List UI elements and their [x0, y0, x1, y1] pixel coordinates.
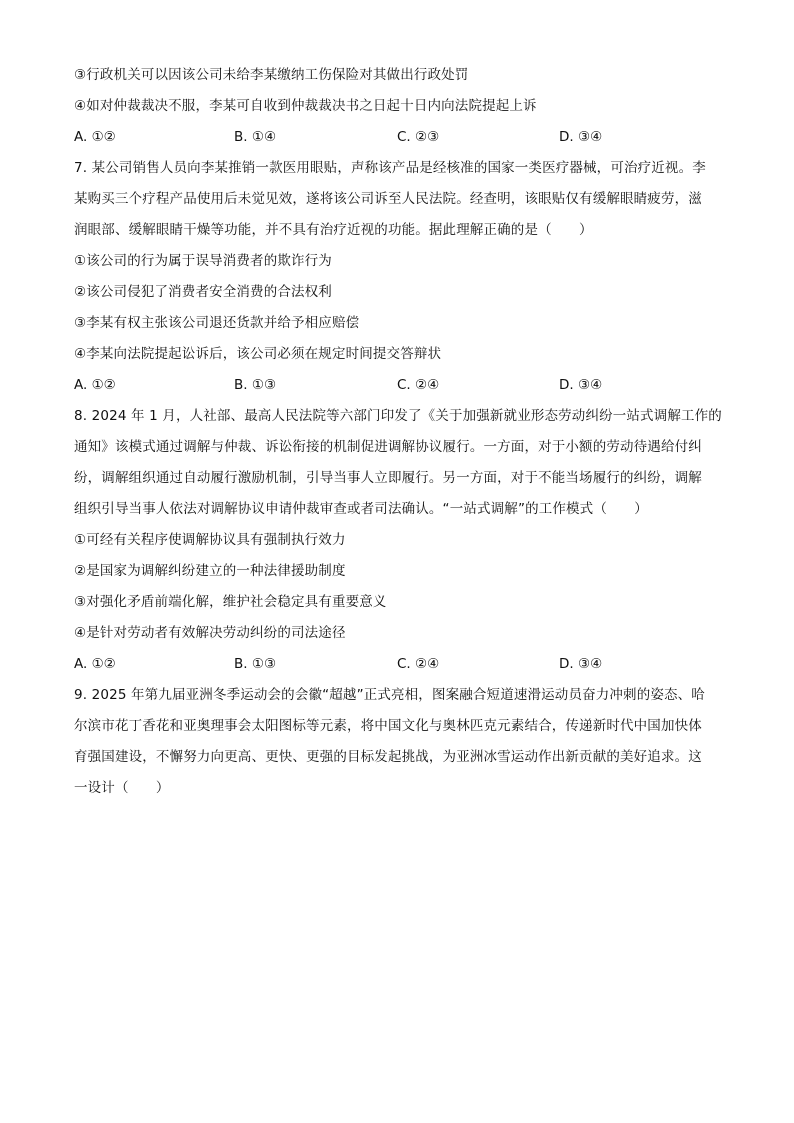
statement-3: ③对强化矛盾前端化解，维护社会稳定具有重要意义 [74, 594, 387, 610]
question-stem-line: 9. 2025 年第九届亚洲冬季运动会的会徽“超越”正式亮相，图案融合短道速滑运动员奋力冲刺的姿态、哈 [74, 687, 705, 703]
option-c[interactable]: C. ②③ [397, 129, 440, 145]
question-stem-line: 7. 某公司销售人员向李某推销一款医用眼贴，声称该产品是经核准的国家一类医疗器械，可治疗近视。李 [74, 160, 706, 176]
option-a[interactable]: A. ①② [74, 129, 116, 145]
statement-4: ④李某向法院提起讼诉后，该公司必须在规定时间提交答辩状 [74, 346, 442, 362]
question-stem-line: 育强国建设，不懈努力向更高、更快、更强的目标发起挑战，为亚洲冰雪运动作出新贡献的美好追求。这 [74, 749, 702, 765]
question-stem-line: 纷，调解组织通过自动履行激励机制，引导当事人立即履行。另一方面，对于不能当场履行的纠纷，调解 [74, 470, 702, 486]
statement-3: ③李某有权主张该公司退还货款并给予相应赔偿 [74, 315, 360, 331]
statement-4: ④如对仲裁裁决不服，李某可自收到仲裁裁决书之日起十日内向法院提起上诉 [74, 98, 537, 114]
question-stem-line: 润眼部、缓解眼睛干燥等功能，并不具有治疗近视的功能。据此理解正确的是（ ） [74, 222, 593, 238]
statement-1: ①该公司的行为属于误导消费者的欺诈行为 [74, 253, 332, 269]
exam-page [74, 60, 724, 804]
statement-2: ②是国家为调解纠纷建立的一种法律援助制度 [74, 563, 346, 579]
question-8 [74, 401, 724, 680]
answer-options [74, 649, 724, 680]
option-d[interactable]: D. ③④ [559, 129, 603, 145]
question-6-continued [74, 60, 724, 153]
question-stem-line: 通知》该模式通过调解与仲裁、诉讼衔接的机制促进调解协议履行。一方面，对于小额的劳动待遇给付纠 [74, 439, 702, 455]
question-7 [74, 153, 724, 401]
question-9 [74, 680, 724, 804]
option-b[interactable]: B. ①③ [234, 377, 277, 393]
option-b[interactable]: B. ①④ [234, 129, 277, 145]
option-b[interactable]: B. ①③ [234, 656, 277, 672]
option-d[interactable]: D. ③④ [559, 656, 603, 672]
statement-3: ③行政机关可以因该公司未给李某缴纳工伤保险对其做出行政处罚 [74, 67, 469, 83]
statement-2: ②该公司侵犯了消费者安全消费的合法权利 [74, 284, 332, 300]
question-stem-line: 组织引导当事人依法对调解协议申请仲裁审查或者司法确认。“一站式调解”的工作模式（ ） [74, 501, 648, 517]
question-stem-line: 一设计（ ） [74, 780, 170, 796]
option-a[interactable]: A. ①② [74, 656, 116, 672]
option-a[interactable]: A. ①② [74, 377, 116, 393]
statement-1: ①可经有关程序使调解协议具有强制执行效力 [74, 532, 346, 548]
statement-4: ④是针对劳动者有效解决劳动纠纷的司法途径 [74, 625, 346, 641]
option-c[interactable]: C. ②④ [397, 656, 440, 672]
answer-options [74, 370, 724, 401]
question-stem-line: 8. 2024 年 1 月，人社部、最高人民法院等六部门印发了《关于加强新就业形态劳动纠纷一站式调解工作的 [74, 408, 722, 424]
question-stem-line: 某购买三个疗程产品使用后未觉见效，遂将该公司诉至人民法院。经查明，该眼贴仅有缓解眼睛疲劳，滋 [74, 191, 702, 207]
answer-options [74, 122, 724, 153]
option-c[interactable]: C. ②④ [397, 377, 440, 393]
question-stem-line: 尔滨市花丁香花和亚奥理事会太阳图标等元素，将中国文化与奥林匹克元素结合，传递新时代中国加快体 [74, 718, 702, 734]
option-d[interactable]: D. ③④ [559, 377, 603, 393]
